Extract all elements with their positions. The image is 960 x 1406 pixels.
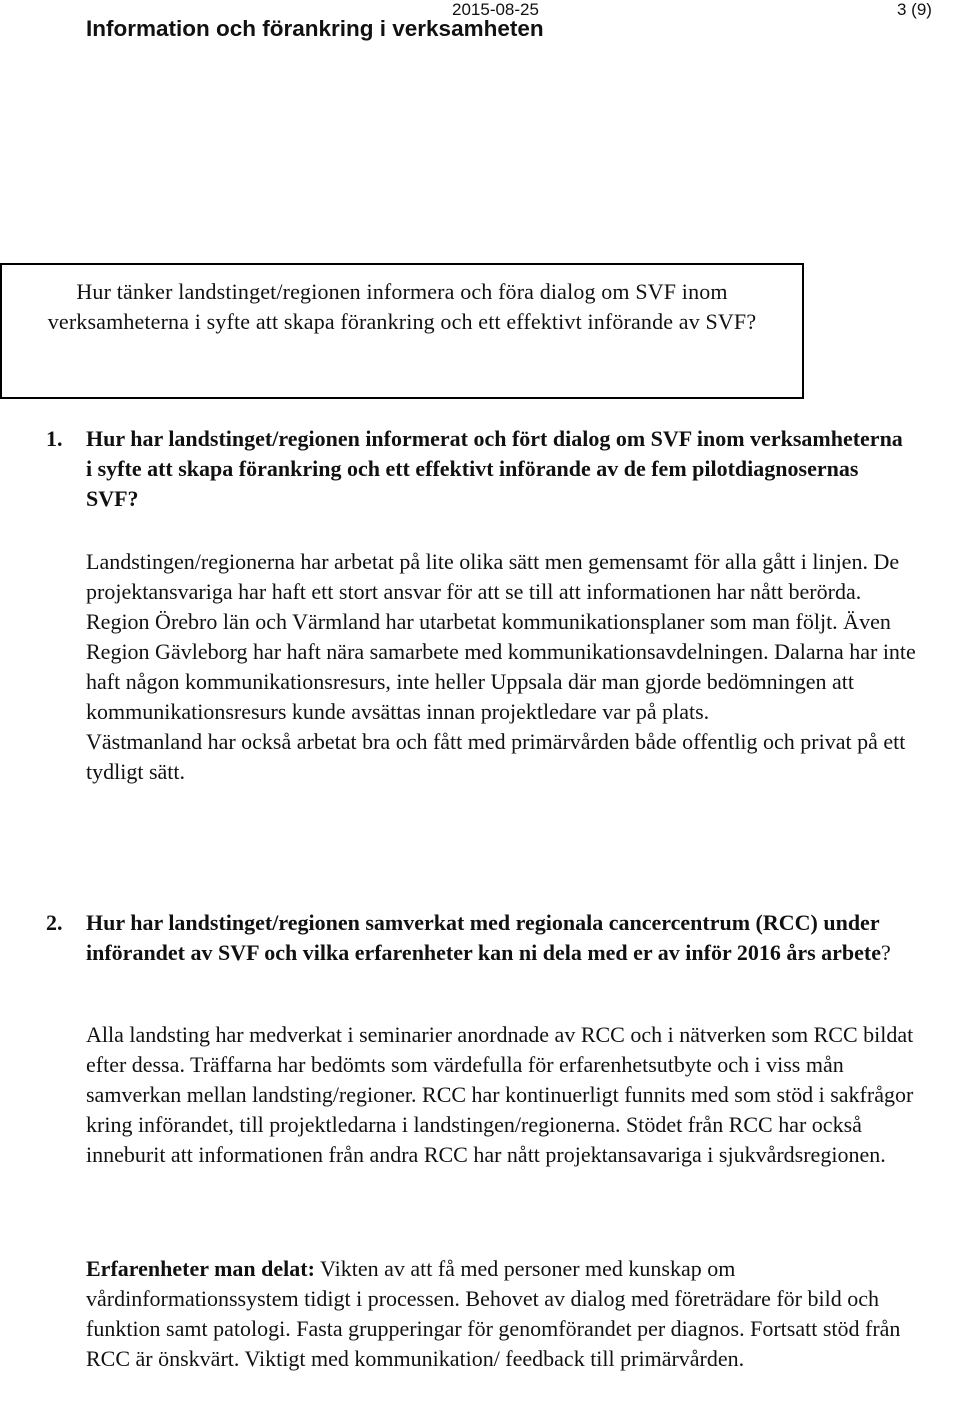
question-1-text: Hur har landstinget/regionen informerat och fört dialog om SVF inom verksamheterna i syfte att skapa förankring och ett effektivt införande av de fem pilotdiagnosernas SVF?	[86, 426, 903, 511]
question-2-text	[86, 908, 906, 968]
answer-2-paragraph-1: Alla landsting har medverkat i seminarier anordnade av RCC och i nätverken som RCC bildat efter dessa. Träffarna har bedömts som värdefulla för erfarenhetsutbyte och i viss mån samverkan mellan landsting/regioner. RCC har kontinuerligt funnits med som stöd i sakfrågor kring införandet, till projektledarna i landstingen/regionerna. Stödet från RCC har också inneburit att informationen från andra RCC har nått projektansavariga i sjukvårdsregionen.	[86, 1022, 914, 1167]
question-2-question: Hur har landstinget/regionen samverkat med regionala cancercentrum (RCC) under införandet av SVF och vilka erfarenheter kan ni dela med er av inför 2016 års arbete	[86, 910, 881, 965]
answer-1-paragraph-1: Landstingen/regionerna har arbetat på lite olika sätt men gemensamt för alla gått i linjen. De projektansvariga har haft ett stort ansvar för att se till att informationen har nått berörda. Region Örebro län och Värmland har utarbetat kommunikationsplaner som man följt. Även Region Gävleborg har haft nära samarbete med kommunikationsavdelningen. Dalarna har inte haft någon kommunikationsresurs, inte heller Uppsala där man gjorde bedömningen att kommunikationsresurs kunde avsättas innan projektledare var på plats.	[86, 549, 916, 724]
answer-1-paragraph-2: Västmanland har också arbetat bra och fått med primärvården både offentlig och privat på ett tydligt sätt.	[86, 729, 906, 784]
experiences-label: Erfarenheter man delat:	[86, 1256, 315, 1281]
question-2-number: 2.	[46, 910, 63, 935]
answer-2	[86, 1020, 924, 1170]
question-2-question-mark: ?	[881, 940, 891, 965]
experiences-text: Vikten av att få med personer med kunskap om vårdinformationssystem tidigt i processen. Behovet av dialog med företrädare för bild och funktion samt patologi. Fasta grupperingar för genomförandet per diagnos. Fortsatt stöd från RCC är önskvärt. Viktigt med kommunikation/ feedback till primärvården.	[86, 1256, 901, 1371]
page-number: 3 (9)	[897, 0, 932, 19]
header-date: 2015-08-25	[452, 0, 539, 19]
experiences	[86, 1254, 924, 1374]
section-title: Information och förankring i verksamheten	[86, 16, 544, 41]
box-question-text: Hur tänker landstinget/regionen informera och föra dialog om SVF inom verksamheterna i syfte att skapa förankring och ett effektivt införande av SVF?	[47, 279, 757, 334]
question-1-number: 1.	[46, 426, 63, 451]
answer-1	[86, 547, 924, 787]
question-box	[0, 263, 804, 399]
